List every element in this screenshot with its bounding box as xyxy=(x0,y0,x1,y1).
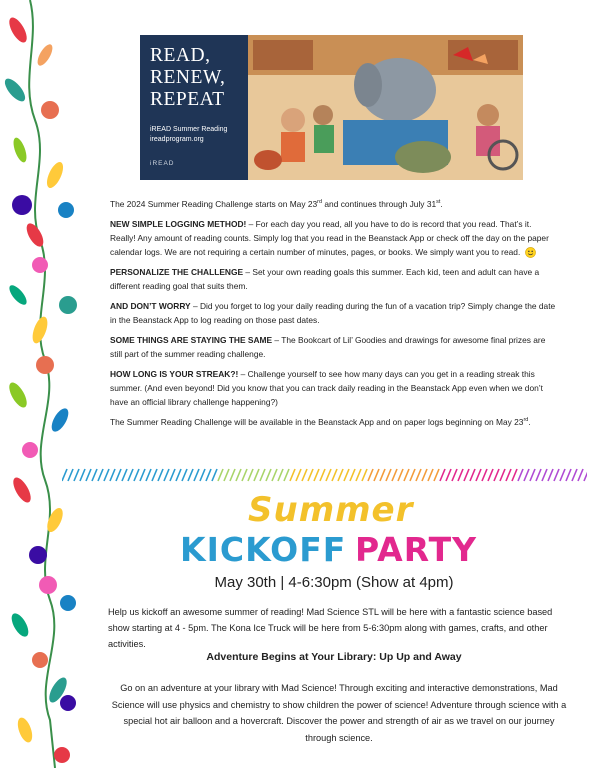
stripe-mark xyxy=(164,469,169,481)
stripe-mark xyxy=(272,469,277,481)
stripe-mark xyxy=(74,469,79,481)
stripe-mark xyxy=(236,469,241,481)
stripe-mark xyxy=(554,469,559,481)
personalize-paragraph: PERSONALIZE THE CHALLENGE – Set your own reading goals this summer. Each kid, teen and adult can have a different reading goal that suits them. xyxy=(110,267,540,291)
stripe-mark xyxy=(326,469,331,481)
paragraph-heading: SOME THINGS ARE STAYING THE SAME xyxy=(110,335,273,345)
banner-title xyxy=(150,45,225,111)
banner-text-panel xyxy=(140,35,248,180)
stripe-mark xyxy=(566,469,571,481)
stripe-divider xyxy=(62,468,587,482)
paragraph-heading: PERSONALIZE THE CHALLENGE xyxy=(110,267,244,277)
stripe-mark xyxy=(524,469,529,481)
stripe-mark xyxy=(332,469,337,481)
stripe-mark xyxy=(194,469,199,481)
stripe-mark xyxy=(296,469,301,481)
stripe-mark xyxy=(152,469,157,481)
stripe-mark xyxy=(230,469,235,481)
stripe-mark xyxy=(458,469,463,481)
stripe-mark xyxy=(212,469,217,481)
stripe-mark xyxy=(122,469,127,481)
banner-title-line: READ, xyxy=(150,45,211,66)
stripe-mark xyxy=(452,469,457,481)
smiley-icon xyxy=(525,247,536,258)
stripe-mark xyxy=(140,469,145,481)
stripe-mark xyxy=(494,469,499,481)
closing-paragraph: The Summer Reading Challenge will be available in the Beanstack App and on paper logs beginning on May 23rd. xyxy=(110,417,531,427)
adventure-heading: Adventure Begins at Your Library: Up Up and Away xyxy=(206,651,462,663)
stripe-mark xyxy=(62,469,67,481)
stripe-mark xyxy=(536,469,541,481)
stripe-mark xyxy=(356,469,361,481)
stripe-mark xyxy=(440,469,445,481)
stripe-mark xyxy=(500,469,505,481)
stripe-mark xyxy=(368,469,373,481)
stripe-mark xyxy=(116,469,121,481)
stripe-mark xyxy=(278,469,283,481)
stripe-mark xyxy=(188,469,193,481)
stripe-mark xyxy=(98,469,103,481)
paragraph-heading: NEW SIMPLE LOGGING METHOD! xyxy=(110,219,247,229)
stripe-mark xyxy=(170,469,175,481)
stripe-mark xyxy=(128,469,133,481)
intro-paragraph: The 2024 Summer Reading Challenge starts on May 23rd and continues through July 31st. xyxy=(110,199,443,209)
stripe-mark xyxy=(110,469,115,481)
stripe-mark xyxy=(134,469,139,481)
stripe-mark xyxy=(68,469,73,481)
stripe-mark xyxy=(446,469,451,481)
banner-url: ireadprogram.org xyxy=(150,135,204,143)
paragraph-heading: HOW LONG IS YOUR STREAK?! xyxy=(110,369,239,379)
stripe-mark xyxy=(488,469,493,481)
stripe-mark xyxy=(218,469,223,481)
stripe-mark xyxy=(146,469,151,481)
stripe-mark xyxy=(404,469,409,481)
stripe-mark xyxy=(176,469,181,481)
stripe-mark xyxy=(416,469,421,481)
floral-border xyxy=(0,0,100,768)
stripe-mark xyxy=(518,469,523,481)
stripe-mark xyxy=(350,469,355,481)
event-date: May 30th | 4-6:30pm (Show at 4pm) xyxy=(214,574,454,591)
staying-same-paragraph: SOME THINGS ARE STAYING THE SAME – The Bookcart of Lil’ Goodies and drawings for awesome final prizes are still part of the summer reading challenge. xyxy=(110,335,546,359)
stripe-mark xyxy=(362,469,367,481)
stripe-mark xyxy=(428,469,433,481)
dont-worry-paragraph: AND DON’T WORRY – Did you forget to log your daily reading during the fun of a vacation trip? Simply change the date in the Beanstack App to log reading on those past dates. xyxy=(110,301,556,325)
stripe-mark xyxy=(380,469,385,481)
stripe-mark xyxy=(422,469,427,481)
stripe-mark xyxy=(254,469,259,481)
stripe-mark xyxy=(158,469,163,481)
stripe-mark xyxy=(104,469,109,481)
iread-logo: iREAD xyxy=(150,160,175,167)
stripe-mark xyxy=(248,469,253,481)
stripe-mark xyxy=(476,469,481,481)
kickoff-title: KICKOFF xyxy=(180,530,347,569)
iread-banner xyxy=(140,35,523,180)
stripe-mark xyxy=(302,469,307,481)
stripe-mark xyxy=(470,469,475,481)
banner-title-line: RENEW, xyxy=(150,67,226,88)
stripe-mark xyxy=(266,469,271,481)
stripe-mark xyxy=(482,469,487,481)
stripe-mark xyxy=(578,469,583,481)
stripe-mark xyxy=(242,469,247,481)
stripe-mark xyxy=(392,469,397,481)
stripe-mark xyxy=(548,469,553,481)
stripe-mark xyxy=(398,469,403,481)
banner-illustration xyxy=(248,35,523,180)
stripe-mark xyxy=(200,469,205,481)
stripe-mark xyxy=(260,469,265,481)
stripe-mark xyxy=(386,469,391,481)
stripe-mark xyxy=(308,469,313,481)
stripe-mark xyxy=(542,469,547,481)
stripe-mark xyxy=(344,469,349,481)
banner-title-line: REPEAT xyxy=(150,89,225,110)
stripe-mark xyxy=(80,469,85,481)
stripe-mark xyxy=(314,469,319,481)
stripe-mark xyxy=(530,469,535,481)
stripe-mark xyxy=(290,469,295,481)
stripe-mark xyxy=(572,469,577,481)
logging-method-paragraph: NEW SIMPLE LOGGING METHOD! – For each day you read, all you have to do is record that you read. That’s it. Really! Any amount of reading counts. Simply log that you read in the Beanstack App or check off the day on the paper calendar logs. We are not requiring a certain number of minutes, pages, or books. We simply want you to read. xyxy=(110,219,549,257)
flower-decorations xyxy=(1,0,77,768)
stripe-mark xyxy=(374,469,379,481)
adventure-description: Go on an adventure at your library with Mad Science! Through exciting and interactive demonstrations, Mad Science will use physics and chemistry to show children the power of science! Adventure through science with a special hot air balloon and a hovercraft. Discover the power and strength of air as we travel on our journey through science. xyxy=(111,683,567,743)
stripe-mark xyxy=(224,469,229,481)
reading-challenge-section xyxy=(110,197,558,435)
stripe-mark xyxy=(410,469,415,481)
stripe-mark xyxy=(86,469,91,481)
stripe-mark xyxy=(320,469,325,481)
stripe-mark xyxy=(464,469,469,481)
party-title: PARTY xyxy=(355,530,478,569)
stripe-mark xyxy=(506,469,511,481)
stripe-mark xyxy=(92,469,97,481)
banner-subtitle xyxy=(150,125,227,144)
stripe-mark xyxy=(584,469,587,481)
streak-paragraph: HOW LONG IS YOUR STREAK?! – Challenge yourself to see how many days can you get in a reading streak this summer. (And even beyond! Did you know that you can track daily reading in the Beanstack App even when we don’t have an official library challenge happening?) xyxy=(110,369,543,407)
stripe-mark xyxy=(560,469,565,481)
stripe-mark xyxy=(206,469,211,481)
event-description: Help us kickoff an awesome summer of reading! Mad Science STL will be here with a fantastic science based show starting at 4 - 5pm. The Kona Ice Truck will be here from 5-6:30pm along with games, crafts, and other activities. xyxy=(108,607,553,649)
stripe-mark xyxy=(512,469,517,481)
stripe-mark xyxy=(434,469,439,481)
stripe-mark xyxy=(284,469,289,481)
paragraph-heading: AND DON’T WORRY xyxy=(110,301,191,311)
summer-title: Summer xyxy=(248,490,414,530)
stripe-mark xyxy=(182,469,187,481)
banner-program-name: iREAD Summer Reading xyxy=(150,126,228,133)
stripe-mark xyxy=(338,469,343,481)
